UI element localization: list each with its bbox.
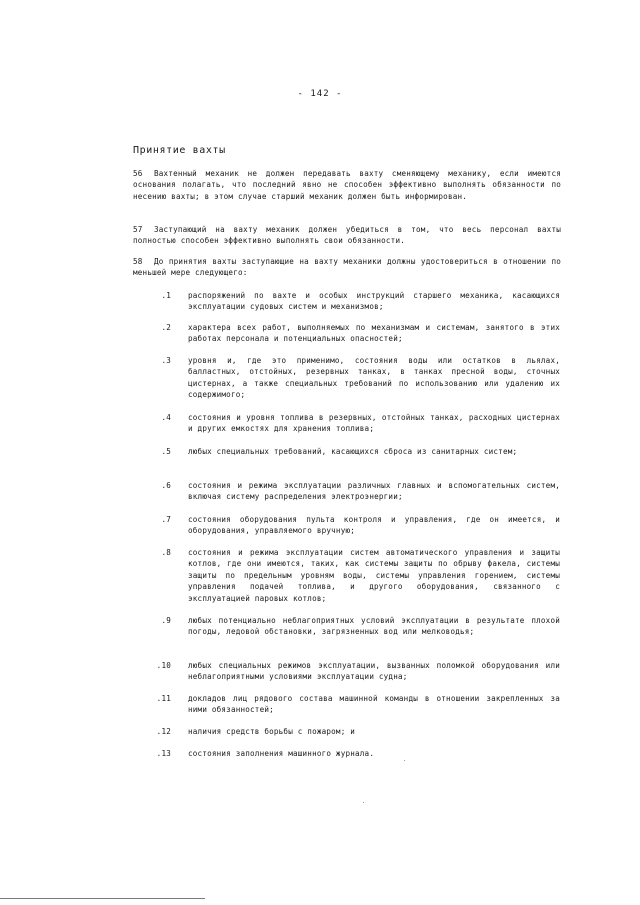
- page-number: - 142 -: [297, 89, 343, 99]
- paragraph-56: [133, 168, 561, 202]
- item-index: .3: [161, 356, 171, 365]
- item-index: .13: [156, 749, 171, 758]
- item-text: состояния оборудования пульта контроля и управления, где он имеется, и оборудования, управляемого вручную;: [188, 515, 560, 536]
- paragraph-number: 56: [133, 169, 143, 178]
- item-index: .4: [161, 413, 171, 422]
- item-index: .10: [156, 661, 171, 670]
- item-index: .9: [161, 616, 171, 625]
- paragraph-number: 58: [133, 257, 143, 266]
- item-index: .8: [161, 548, 171, 557]
- item-text: уровня и, где это применимо, состояния воды или остатков в льялах, балластных, отстойных, резервных танках, в танках пресной воды, сточных цистернах, а также специальных требований по использованию или удалению их содержимого;: [188, 356, 560, 400]
- section-title: Принятие вахты: [133, 145, 226, 156]
- item-text: любых специальных режимов эксплуатации, вызванных поломкой оборудования или неблагоприятными условиями эксплуатации судна;: [188, 661, 560, 682]
- paragraph-57: [133, 224, 561, 247]
- paragraph-text: Заступающий на вахту механик должен убедиться в том, что весь персонал вахты полностью способен эффективно выполнять свои обязанности.: [133, 225, 561, 246]
- item-text: состояния и режима эксплуатации систем автоматического управления и защиты котлов, где они имеются, таких, как системы защиты по обрыву факела, системы защиты по предельным уровням воды, системы управления горением, системы управления подачей топлива, и другого оборудования, связанного с эксплуатацией паровых котлов;: [188, 548, 560, 603]
- item-index: .2: [161, 323, 171, 332]
- paragraph-58: [133, 256, 561, 279]
- item-text: состояния заполнения машинного журнала.: [188, 749, 375, 758]
- item-text: состояния и режима эксплуатации различных главных и вспомогательных систем, включая систему распределения электроэнергии;: [188, 481, 560, 502]
- footer-rule: [0, 898, 205, 899]
- item-index: .7: [161, 515, 171, 524]
- item-text: характера всех работ, выполняемых по механизмам и системам, занятого в этих работах персонала и потенциальных опасностей;: [188, 323, 560, 344]
- paragraph-text: Вахтенный механик не должен передавать вахту сменяющему механику, если имеются основания полагать, что последний явно не способен эффективно выполнять обязанности по несению вахты; в этом случае старший механик должен быть информирован.: [133, 169, 561, 201]
- item-text: состояния и уровня топлива в резервных, отстойных танках, расходных цистернах и других емкостях для хранения топлива;: [188, 413, 560, 434]
- item-text: наличия средств борьбы с пожаром; и: [188, 727, 356, 736]
- item-text: любых потенциально неблагоприятных условий эксплуатации в результате плохой погоды, ледовой обстановки, загрязненных вод или мелководья;: [188, 616, 560, 637]
- scan-speck: [404, 760, 405, 761]
- item-index: .12: [156, 727, 171, 736]
- paragraph-text: До принятия вахты заступающие на вахту механики должны удостовериться в отношении по меньшей мере следующего:: [133, 257, 561, 278]
- scan-speck: [363, 802, 364, 803]
- item-index: .11: [156, 694, 171, 703]
- item-index: .5: [161, 447, 171, 456]
- item-text: докладов лиц рядового состава машинной команды в отношении закрепленных за ними обязанностей;: [188, 694, 560, 715]
- item-index: .6: [161, 481, 171, 490]
- item-index: .1: [161, 291, 171, 300]
- paragraph-number: 57: [133, 225, 143, 234]
- item-text: распоряжений по вахте и особых инструкций старшего механика, касающихся эксплуатации судовых систем и механизмов;: [188, 291, 560, 312]
- item-text: любых специальных требований, касающихся сброса из санитарных систем;: [188, 447, 518, 456]
